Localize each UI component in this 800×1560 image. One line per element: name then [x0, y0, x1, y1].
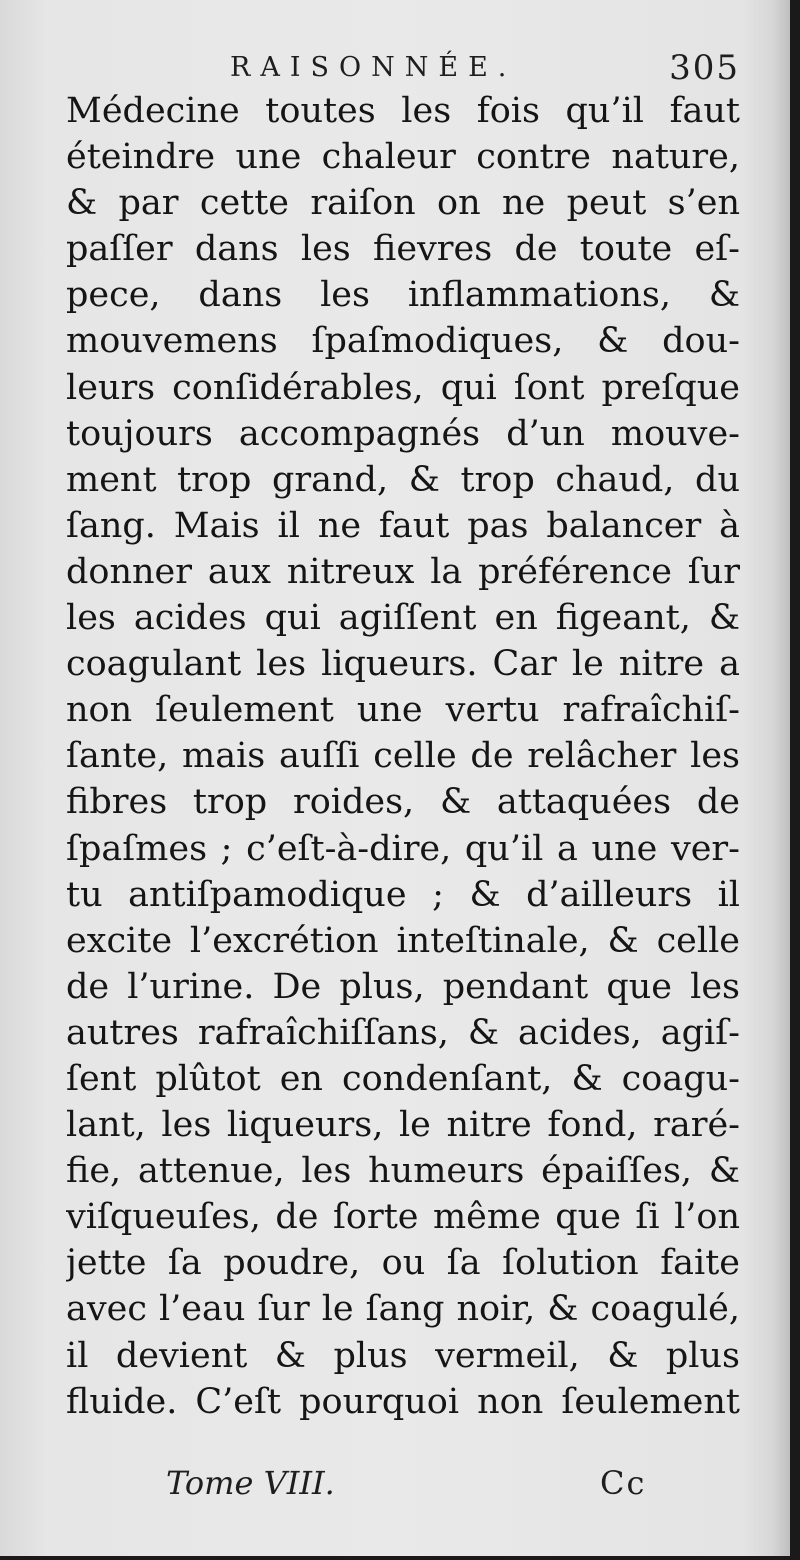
text-line: ſang. Mais il ne faut pas balancer à: [66, 505, 740, 546]
text-line: coagulant les liqueurs. Car le nitre a: [66, 644, 740, 685]
text-line: Médecine toutes les fois qu’il faut: [66, 91, 740, 131]
text-line: fie, attenue, les humeurs épaiſſes, &: [66, 1151, 740, 1192]
text-line: les acides qui agiſſent en figeant, &: [66, 598, 740, 639]
text-line: tu antiſpamodique ; & d’ailleurs il: [66, 874, 740, 915]
catchword: Cc: [600, 1464, 647, 1502]
text-line: jette ſa poudre, ou ſa ſolution faite: [66, 1243, 740, 1284]
text-line: éteindre une chaleur contre nature,: [66, 137, 740, 178]
text-line: & par cette raiſon on ne peut s’en: [66, 183, 740, 224]
body-text: [66, 88, 740, 1425]
text-line: viſqueuſes, de ſorte même que ſi l’on: [66, 1197, 740, 1238]
running-head: [70, 48, 740, 92]
page-number: 305: [669, 48, 740, 88]
page-footer: [70, 1464, 740, 1512]
text-line: ſante, mais auſſi celle de relâcher les: [66, 736, 740, 777]
text-line: mouvemens ſpaſmodiques, & dou-: [66, 321, 740, 362]
text-line: ment trop grand, & trop chaud, du: [66, 459, 740, 500]
text-line: ſpaſmes ; c’eſt-à-dire, qu’il a une ver-: [66, 828, 740, 869]
text-line: toujours accompagnés d’un mouve-: [66, 413, 740, 454]
text-line: fluide. C’eſt pourquoi non ſeulement: [66, 1381, 740, 1422]
text-line: avec l’eau ſur le ſang noir, & coagulé,: [66, 1289, 740, 1330]
text-line: fibres trop roides, & attaquées de: [66, 782, 740, 823]
text-line: il devient & plus vermeil, & plus: [66, 1335, 740, 1376]
running-head-title: RAISONNÉE.: [230, 52, 517, 83]
text-line: autres rafraîchiſſans, & acides, agiſ-: [66, 1012, 740, 1053]
text-line: pece, dans les inflammations, &: [66, 275, 740, 316]
text-line: lant, les liqueurs, le nitre fond, raré-: [66, 1105, 740, 1146]
text-line: ſent plûtot en condenſant, & coagu-: [66, 1058, 740, 1099]
text-line: de l’urine. De plus, pendant que les: [66, 966, 740, 1007]
text-line: excite l’excrétion inteſtinale, & celle: [66, 920, 740, 961]
text-line: donner aux nitreux la préférence ſur: [66, 551, 740, 592]
volume-signature: Tome VIII.: [166, 1464, 335, 1502]
text-line: paſſer dans les fievres de toute eſ-: [66, 229, 740, 270]
text-line: leurs conſidérables, qui ſont preſque: [66, 367, 740, 408]
text-line: non ſeulement une vertu rafraîchiſ-: [66, 690, 740, 731]
